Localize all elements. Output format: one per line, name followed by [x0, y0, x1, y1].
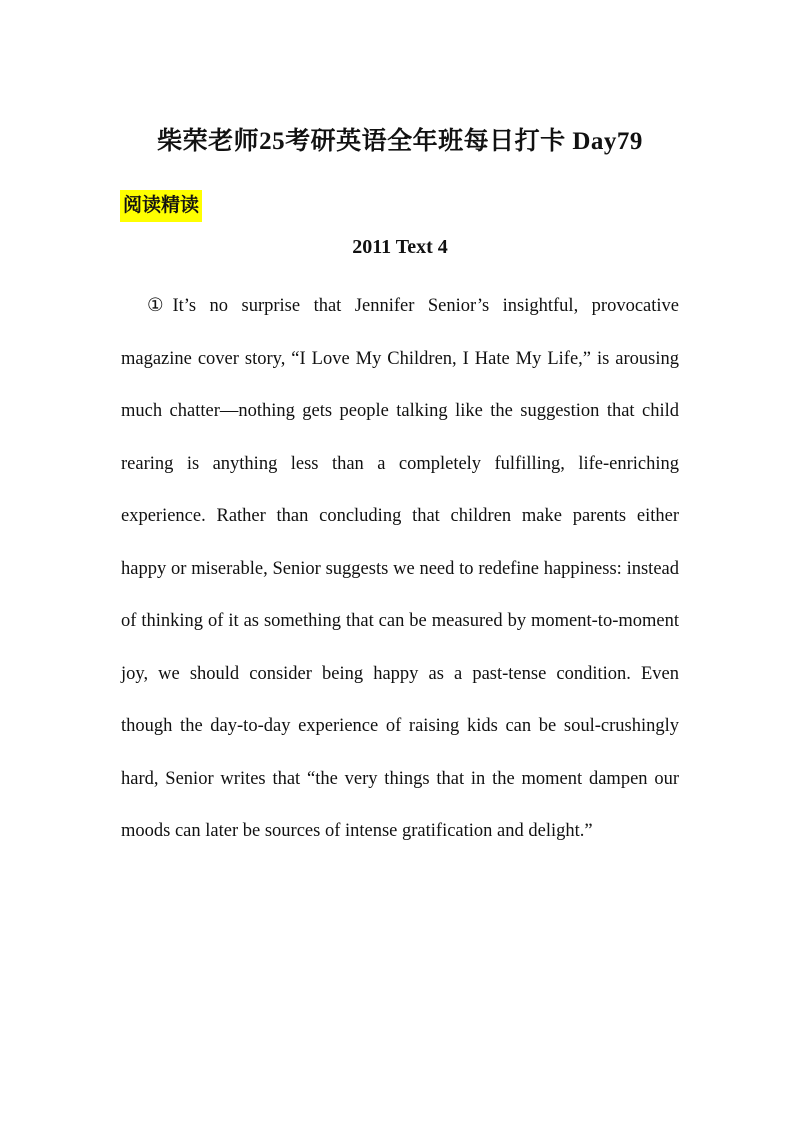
paragraph-marker: ①	[147, 296, 173, 316]
section-label-highlighted: 阅读精读	[120, 190, 202, 222]
paragraph-text: It’s no surprise that Jennifer Senior’s insightful, provocative magazine cover story, “I Love My Children, I Hate My Life,” is arousing much chatter—nothing gets people talking like the suggestion that child rearing is anything less than a completely fulfilling, life-enriching experience. Rather than concluding that children make parents either happy or miserable, Senior suggests we need to redefine happiness: instead of thinking of it as something that can be measured by moment-to-moment joy, we should consider being happy as a past-tense condition. Even though the day-to-day experience of raising kids can be soul-crushingly hard, Senior writes that “the very things that in the moment dampen our moods can later be sources of intense gratification and delight.”	[121, 296, 679, 841]
text-heading: 2011 Text 4	[352, 236, 448, 258]
reading-paragraph	[121, 280, 679, 858]
page-title: 柴荣老师25考研英语全年班每日打卡 Day79	[157, 128, 643, 155]
